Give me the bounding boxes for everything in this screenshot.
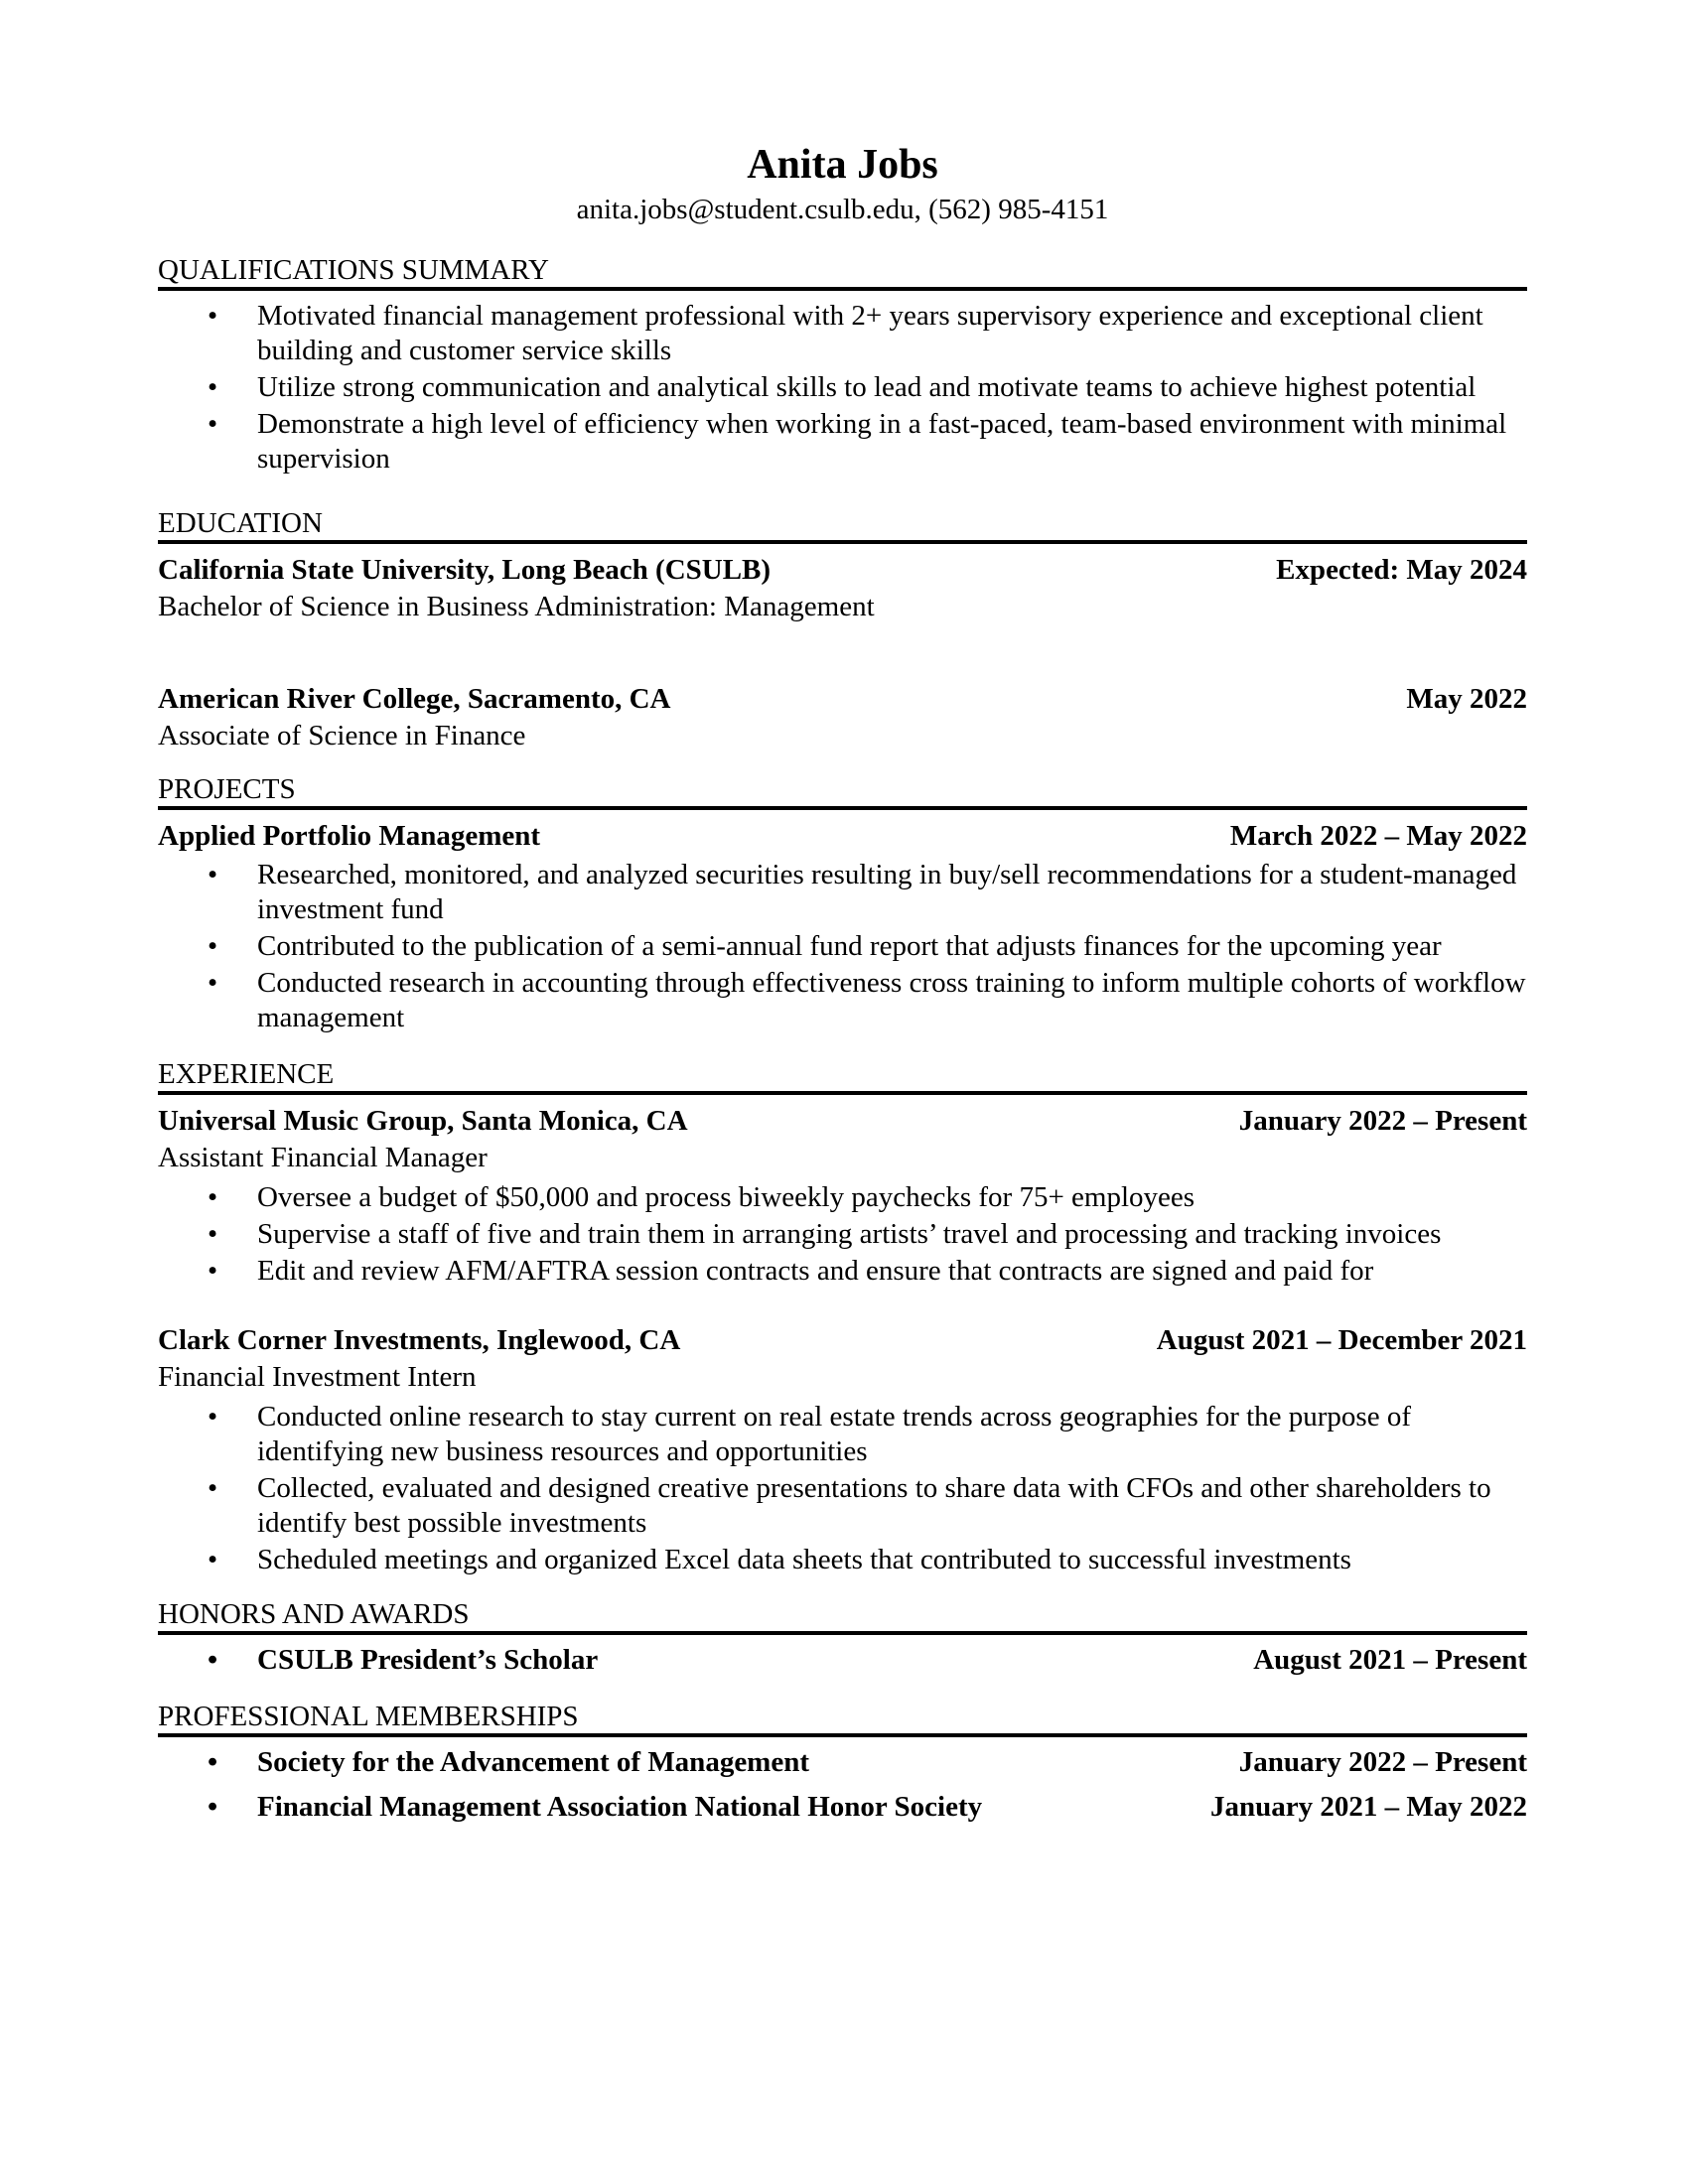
section-heading: EXPERIENCE xyxy=(158,1057,1527,1095)
list-item: • Motivated financial management professional with 2+ years supervisory experience and exceptional client building and customer service skills xyxy=(208,300,1483,366)
project-bullets xyxy=(158,858,1527,1035)
bullet-icon: • xyxy=(208,371,218,403)
list-item: • Demonstrate a high level of efficiency when working in a fast-paced, team-based environment with minimal supervision xyxy=(208,408,1507,475)
membership-label: Society for the Advancement of Management xyxy=(257,1746,809,1778)
list-item xyxy=(158,1745,1527,1780)
honors-section xyxy=(158,1597,1527,1678)
company-name: Universal Music Group, Santa Monica, CA xyxy=(158,1105,688,1137)
education-date: Expected: May 2024 xyxy=(1276,554,1527,586)
bullet-icon: • xyxy=(208,1181,218,1213)
bullet-icon: • xyxy=(208,1644,218,1676)
list-item: • Edit and review AFM/AFTRA session contracts and ensure that contracts are signed and paid for xyxy=(208,1255,1374,1287)
honor-date: August 2021 – Present xyxy=(1253,1644,1527,1676)
bullet-icon: • xyxy=(208,1401,218,1433)
education-entry-header xyxy=(158,552,1527,588)
memberships-section xyxy=(158,1700,1527,1825)
section-heading: HONORS AND AWARDS xyxy=(158,1597,1527,1635)
project-name: Applied Portfolio Management xyxy=(158,820,541,852)
bullet-icon: • xyxy=(208,1544,218,1575)
experience-bullets xyxy=(158,1400,1527,1577)
list-item: • Oversee a budget of $50,000 and process biweekly paychecks for 75+ employees xyxy=(208,1181,1196,1213)
membership-label: Financial Management Association National Honor Society xyxy=(257,1791,983,1823)
education-entry-header xyxy=(158,681,1527,717)
school-name: American River College, Sacramento, CA xyxy=(158,683,671,715)
section-heading: PROFESSIONAL MEMBERSHIPS xyxy=(158,1700,1527,1737)
section-heading: EDUCATION xyxy=(158,506,1527,544)
qualifications-section xyxy=(158,253,1527,477)
bullet-icon: • xyxy=(208,1791,218,1823)
honor-label: CSULB President’s Scholar xyxy=(257,1644,599,1676)
experience-header xyxy=(158,1103,1527,1139)
degree: Bachelor of Science in Business Administration: Management xyxy=(158,591,875,622)
experience-section xyxy=(158,1057,1527,1577)
degree: Associate of Science in Finance xyxy=(158,720,526,751)
bullet-icon: • xyxy=(208,1255,218,1287)
job-title: Financial Investment Intern xyxy=(158,1361,477,1393)
resume-page xyxy=(158,140,1527,1827)
bullet-icon: • xyxy=(208,1218,218,1250)
list-item xyxy=(158,1643,1527,1678)
list-item: • Utilize strong communication and analytical skills to lead and motivate teams to achieve highest potential xyxy=(208,371,1477,403)
list-item xyxy=(158,1790,1527,1825)
membership-date: January 2021 – May 2022 xyxy=(1210,1791,1527,1823)
company-name: Clark Corner Investments, Inglewood, CA xyxy=(158,1324,681,1356)
experience-date: January 2022 – Present xyxy=(1238,1105,1527,1137)
contact-info: anita.jobs@student.csulb.edu, (562) 985-4151 xyxy=(576,194,1109,225)
bullet-icon: • xyxy=(208,1746,218,1778)
list-item: • Supervise a staff of five and train them in arranging artists’ travel and processing and tracking invoices xyxy=(208,1218,1442,1250)
section-heading: PROJECTS xyxy=(158,772,1527,810)
membership-date: January 2022 – Present xyxy=(1238,1746,1527,1778)
bullet-icon: • xyxy=(208,859,218,890)
list-item: • Contributed to the publication of a semi-annual fund report that adjusts finances for the upcoming year xyxy=(208,930,1442,962)
honors-list xyxy=(158,1643,1527,1678)
bullet-icon: • xyxy=(208,300,218,332)
experience-header xyxy=(158,1322,1527,1358)
job-title: Assistant Financial Manager xyxy=(158,1142,488,1173)
school-name: California State University, Long Beach (CSULB) xyxy=(158,554,772,586)
memberships-list xyxy=(158,1745,1527,1825)
resume-name: Anita Jobs xyxy=(747,142,938,188)
project-date: March 2022 – May 2022 xyxy=(1229,820,1527,852)
qualifications-list xyxy=(158,299,1527,477)
list-item: • Conducted research in accounting through effectiveness cross training to inform multiple cohorts of workflow management xyxy=(208,967,1526,1033)
section-heading: QUALIFICATIONS SUMMARY xyxy=(158,253,1527,291)
bullet-icon: • xyxy=(208,408,218,440)
bullet-icon: • xyxy=(208,930,218,962)
list-item: • Collected, evaluated and designed creative presentations to share data with CFOs and other shareholders to identify best possible investments xyxy=(208,1472,1491,1539)
bullet-icon: • xyxy=(208,967,218,999)
experience-date: August 2021 – December 2021 xyxy=(1156,1324,1527,1356)
project-header xyxy=(158,818,1527,854)
education-date: May 2022 xyxy=(1406,683,1527,715)
education-section xyxy=(158,506,1527,754)
list-item: • Researched, monitored, and analyzed securities resulting in buy/sell recommendations for a student-managed investment fund xyxy=(208,859,1517,925)
projects-section xyxy=(158,772,1527,1035)
list-item: • Scheduled meetings and organized Excel data sheets that contributed to successful investments xyxy=(208,1544,1351,1575)
experience-bullets xyxy=(158,1180,1527,1289)
list-item: • Conducted online research to stay current on real estate trends across geographies for the purpose of identifying new business resources and opportunities xyxy=(208,1401,1411,1467)
bullet-icon: • xyxy=(208,1472,218,1504)
